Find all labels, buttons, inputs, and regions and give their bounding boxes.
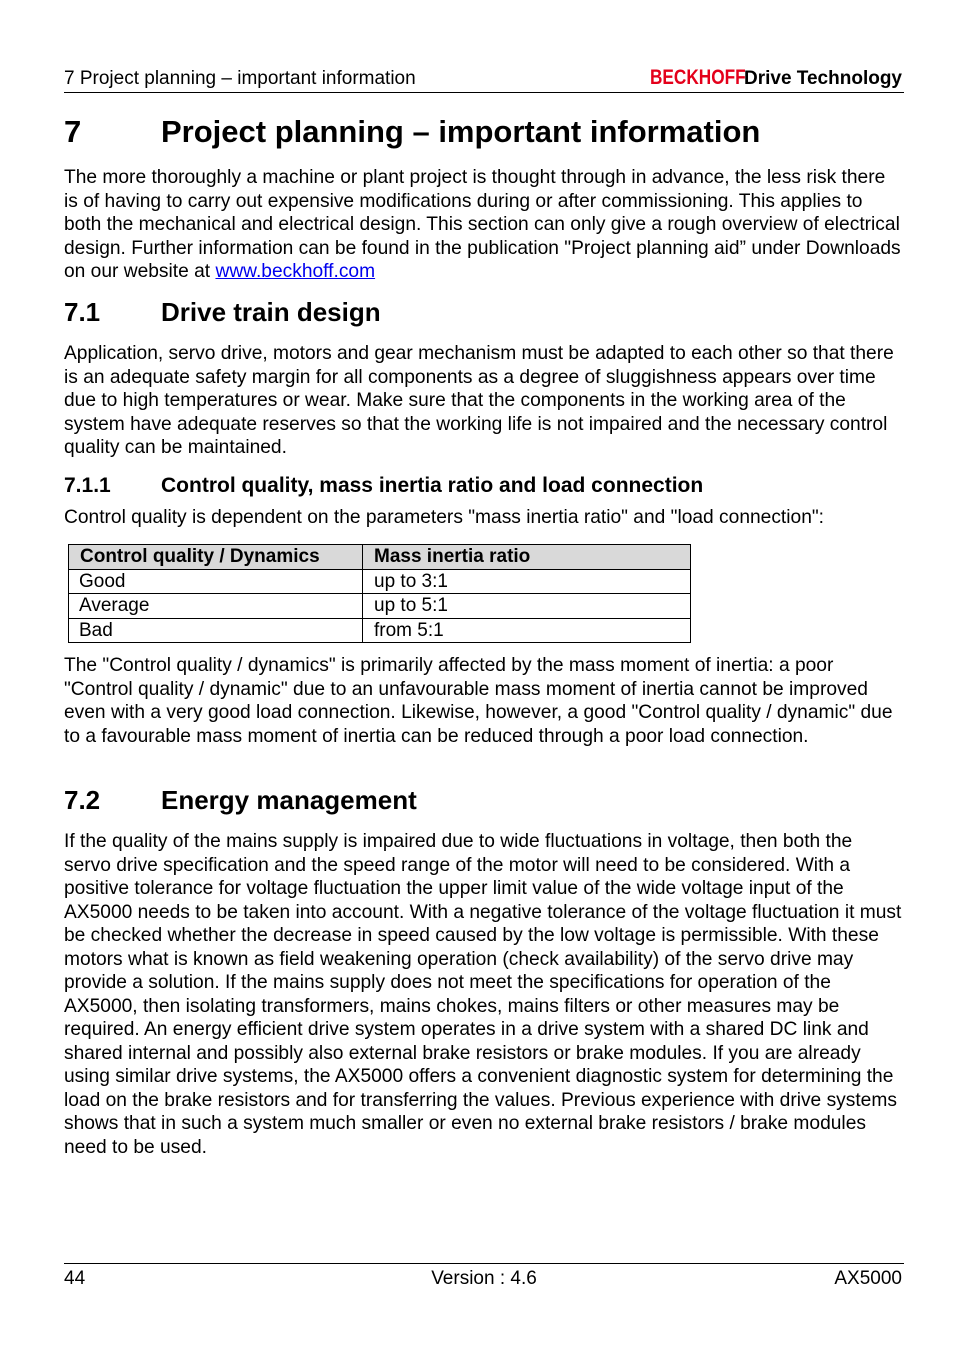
document-version: Version : 4.6 [431,1268,537,1289]
section-7-2-heading [64,785,904,819]
page-footer [64,1263,904,1294]
section-7-1-1-heading [64,474,904,502]
table-row [69,569,691,594]
table-header-cell: Control quality / Dynamics [69,545,363,570]
header-brand-block [629,66,902,90]
table-row [69,618,691,643]
table-row [69,594,691,619]
section-7-1-1-title: Control quality, mass inertia ratio and load connection [161,474,704,497]
section-7-2-paragraph: If the quality of the mains supply is impaired due to wide fluctuations in voltage, then both the servo drive specification and the speed range of the motor will need to be considered. With a positive tolerance for voltage fluctuation the upper limit value of the wide voltage input of the AX5000 needs to be taken into account. With a negative tolerance of the voltage fluctuation it must be checked whether the decrease in speed caused by the low voltage is permissible. With these motors what is known as field weakening operation (check availability) of the servo drive may provide a solution. If the mains supply does not meet the specifications for operation of the AX5000, then isolating transformers, mains chokes, mains filters or other measures may be required. An energy efficient drive system operates in a drive system with a shared DC link and shared internal and possibly also external brake resistors or brake modules. If you are already using similar drive systems, the AX5000 offers a convenient diagnostic system for determining the load on the brake resistors and for transferring the values. Previous experience with drive systems shows that in such a system much smaller or even no external brake resistors / brake modules need to be used. [64,831,902,1158]
table-cell: Good [69,569,363,594]
section-7-1-number: 7.1 [64,297,101,327]
table-header-cell: Mass inertia ratio [363,545,691,570]
table-cell: Bad [69,618,363,643]
section-7-1-1-intro: Control quality is dependent on the parameters "mass inertia ratio" and "load connection": [64,507,825,528]
section-7-2-title: Energy management [161,785,417,815]
chapter-intro-text: The more thoroughly a machine or plant project is thought through in advance, the less risk there is of having to carry out expensive modifications during or after commissioning. This applies to both the mechanical and electrical design. This section can only give a rough overview of electrical design. Further information can be found in the publication "Project planning aid” under Downloads on our website at [64,167,901,282]
section-7-1-title: Drive train design [161,297,381,327]
section-7-1-1-after-paragraph: The "Control quality / dynamics" is primarily affected by the mass moment of inertia: a poor "Control quality / dynamic" due to an unfavourable mass moment of inertia cannot be improved even with a very good load connection. Likewise, however, a good "Control quality / dynamic" due to a favourable mass moment of inertia can be reduced through a poor load connection. [64,655,893,747]
product-name: AX5000 [834,1268,902,1289]
chapter-intro-paragraph [64,166,904,284]
table-header-row [69,545,691,570]
chapter-number: 7 [64,114,82,149]
section-7-1-paragraph: Application, servo drive, motors and gear mechanism must be adapted to each other so that there is an adequate safety margin for all components as a degree of sluggishness appears over time due to high temperatures or wear. Make sure that the components in the working area of the system have adequate reserves so that the working life is not impaired and the necessary control quality can be maintained. [64,343,894,458]
table-cell: Average [69,594,363,619]
beckhoff-website-link[interactable]: www.beckhoff.com [215,261,376,282]
table-cell: up to 3:1 [363,569,691,594]
chapter-title: Project planning – important information [161,114,761,149]
section-7-1-1-number: 7.1.1 [64,474,111,497]
brand-subtitle: Drive Technology [743,68,902,89]
section-7-1-heading [64,297,904,331]
control-quality-table [68,544,691,643]
table-cell: up to 5:1 [363,594,691,619]
table-cell: from 5:1 [363,618,691,643]
header-section-title: 7 Project planning – important information [64,68,416,89]
beckhoff-logo: BECKHOFF [650,66,746,89]
page-header [64,64,904,93]
section-7-2-number: 7.2 [64,785,101,815]
page-number: 44 [64,1268,86,1289]
